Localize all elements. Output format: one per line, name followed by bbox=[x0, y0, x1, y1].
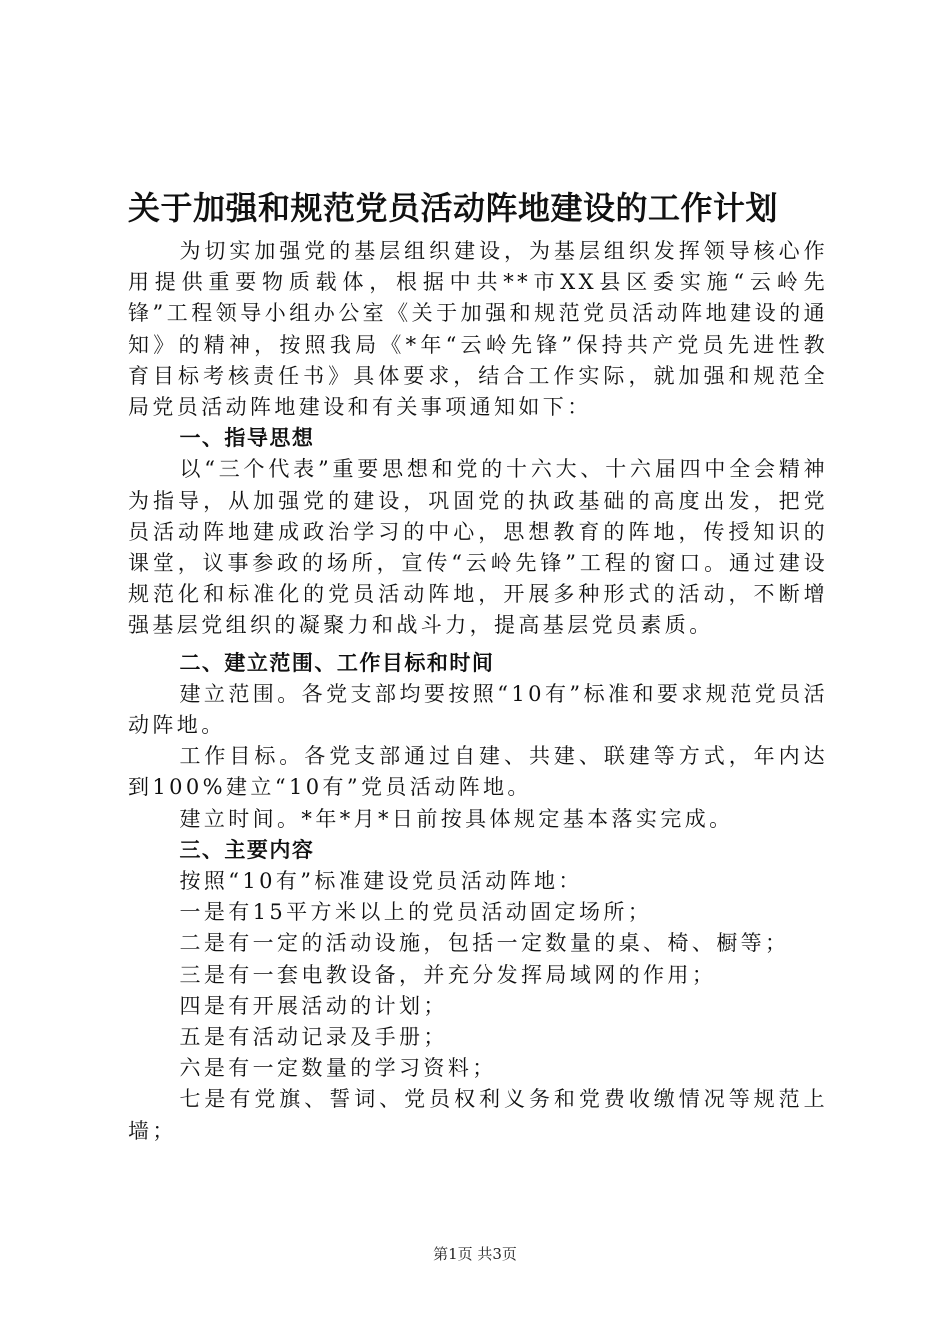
guiding-ideology-paragraph: 以“三个代表”重要思想和党的十六大、十六届四中全会精神为指导，从加强党的建设，巩固党的执政基础的高度出发，把党员活动阵地建成政治学习的中心，思想教育的阵地，传授知识的课堂，议事参政的场所，宣传“云岭先锋”工程的窗口。通过建设规范化和标准化的党员活动阵地，开展多种形式的活动，不断增强基层党组织的凝聚力和战斗力，提高基层党员素质。 bbox=[128, 457, 828, 638]
time-paragraph: 建立时间。*年*月*日前按具体规定基本落实完成。 bbox=[179, 806, 734, 831]
page-footer: 第1页 共3页 bbox=[433, 1245, 517, 1263]
document-body bbox=[128, 236, 828, 1147]
section-heading-scope-goals-time: 二、建立范围、工作目标和时间 bbox=[179, 650, 495, 675]
document-title: 关于加强和规范党员活动阵地建设的工作计划 bbox=[128, 189, 779, 227]
main-content-lead: 按照“10有”标准建设党员活动阵地： bbox=[179, 869, 583, 894]
section-heading-main-content: 三、主要内容 bbox=[179, 837, 315, 862]
intro-paragraph: 为切实加强党的基层组织建设，为基层组织发挥领导核心作用提供重要物质载体，根据中共**市XX县区委实施“云岭先锋”工程领导小组办公室《关于加强和规范党员活动阵地建设的通知》的精神，按照我局《*年“云岭先锋”保持共产党员先进性教育目标考核责任书》具体要求，结合工作实际，就加强和规范全局党员活动阵地建设和有关事项通知如下： bbox=[128, 239, 828, 420]
list-item: 五是有活动记录及手册； bbox=[179, 1025, 448, 1050]
list-item: 一是有15平方米以上的党员活动固定场所； bbox=[179, 900, 653, 925]
list-item: 四是有开展活动的计划； bbox=[179, 993, 448, 1018]
list-item: 六是有一定数量的学习资料； bbox=[179, 1056, 497, 1081]
list-item: 七是有党旗、誓词、党员权利义务和党费收缴情况等规范上墙； bbox=[128, 1087, 828, 1143]
section-heading-guiding-ideology: 一、指导思想 bbox=[179, 426, 315, 451]
list-item: 二是有一定的活动设施，包括一定数量的桌、椅、橱等； bbox=[179, 931, 790, 956]
scope-paragraph: 建立范围。各党支部均要按照“10有”标准和要求规范党员活动阵地。 bbox=[128, 681, 828, 738]
list-item: 三是有一套电教设备，并充分发挥局域网的作用； bbox=[179, 962, 717, 987]
goal-paragraph: 工作目标。各党支部通过自建、共建、联建等方式，年内达到100%建立“10有”党员活动阵地。 bbox=[128, 744, 828, 800]
